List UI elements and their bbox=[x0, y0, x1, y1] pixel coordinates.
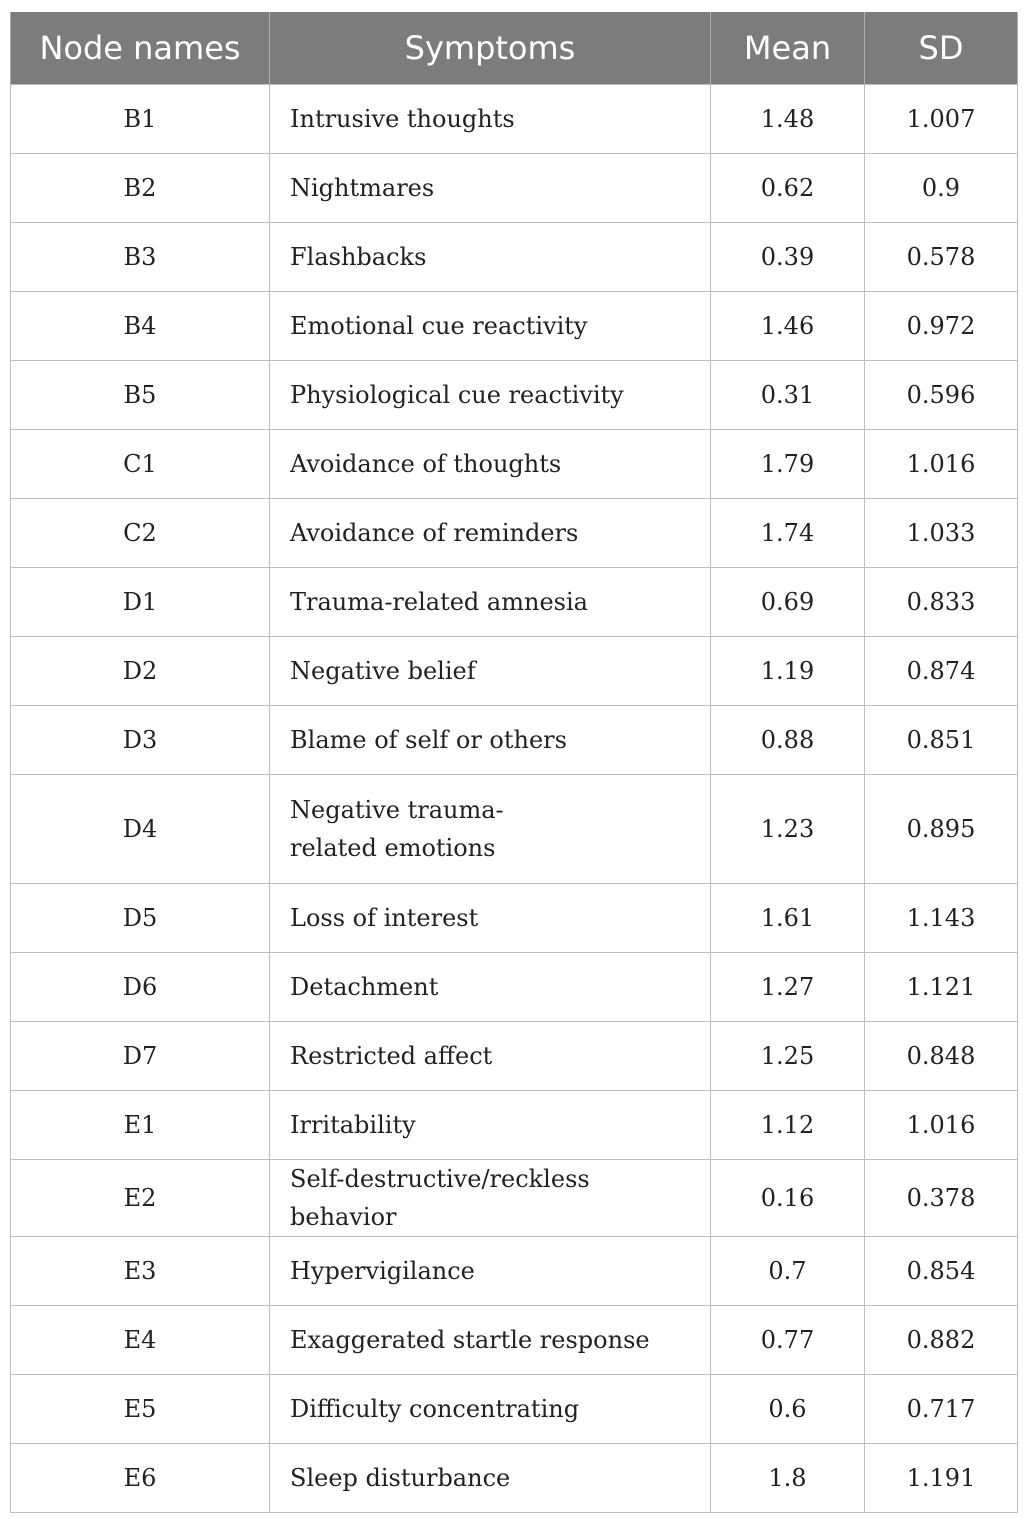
cell-sd: 0.833 bbox=[865, 568, 1018, 637]
cell-mean: 1.48 bbox=[711, 85, 865, 154]
table-row bbox=[11, 499, 1018, 568]
cell-symptom bbox=[270, 1237, 711, 1306]
cell-sd: 0.596 bbox=[865, 361, 1018, 430]
table-row bbox=[11, 1091, 1018, 1160]
cell-symptom bbox=[270, 1375, 711, 1444]
table-row bbox=[11, 884, 1018, 953]
cell-node-name: D6 bbox=[11, 953, 270, 1022]
cell-node-name: D4 bbox=[11, 775, 270, 884]
cell-sd: 0.874 bbox=[865, 637, 1018, 706]
table-row bbox=[11, 85, 1018, 154]
cell-symptom bbox=[270, 637, 711, 706]
cell-sd: 1.121 bbox=[865, 953, 1018, 1022]
cell-symptom bbox=[270, 85, 711, 154]
cell-mean: 1.61 bbox=[711, 884, 865, 953]
cell-mean: 1.46 bbox=[711, 292, 865, 361]
cell-node-name: E3 bbox=[11, 1237, 270, 1306]
cell-sd: 0.578 bbox=[865, 223, 1018, 292]
symptom-text: Avoidance of reminders bbox=[290, 519, 579, 547]
table-row bbox=[11, 637, 1018, 706]
cell-sd: 1.143 bbox=[865, 884, 1018, 953]
table-row bbox=[11, 1375, 1018, 1444]
cell-mean: 1.25 bbox=[711, 1022, 865, 1091]
cell-node-name: B1 bbox=[11, 85, 270, 154]
symptom-text: Detachment bbox=[290, 973, 439, 1001]
cell-mean: 1.23 bbox=[711, 775, 865, 884]
cell-symptom bbox=[270, 884, 711, 953]
cell-symptom bbox=[270, 499, 711, 568]
cell-sd: 1.007 bbox=[865, 85, 1018, 154]
cell-symptom bbox=[270, 1091, 711, 1160]
cell-symptom bbox=[270, 154, 711, 223]
cell-mean: 1.74 bbox=[711, 499, 865, 568]
cell-symptom bbox=[270, 706, 711, 775]
symptom-table bbox=[10, 12, 1018, 1513]
cell-sd: 0.848 bbox=[865, 1022, 1018, 1091]
cell-sd: 0.882 bbox=[865, 1306, 1018, 1375]
symptom-text: Irritability bbox=[290, 1111, 416, 1139]
cell-sd: 0.717 bbox=[865, 1375, 1018, 1444]
table-row bbox=[11, 1306, 1018, 1375]
table-row bbox=[11, 292, 1018, 361]
cell-symptom bbox=[270, 1444, 711, 1513]
symptom-text: Emotional cue reactivity bbox=[290, 312, 588, 340]
symptom-text: Hypervigilance bbox=[290, 1257, 475, 1285]
symptom-text: Intrusive thoughts bbox=[290, 105, 515, 133]
table-row bbox=[11, 953, 1018, 1022]
cell-node-name: B5 bbox=[11, 361, 270, 430]
table-row bbox=[11, 1237, 1018, 1306]
cell-sd: 0.9 bbox=[865, 154, 1018, 223]
cell-symptom bbox=[270, 292, 711, 361]
table-row bbox=[11, 361, 1018, 430]
table-row bbox=[11, 430, 1018, 499]
cell-node-name: D1 bbox=[11, 568, 270, 637]
cell-sd: 1.016 bbox=[865, 1091, 1018, 1160]
symptom-text: Physiological cue reactivity bbox=[290, 381, 624, 409]
symptom-text: Loss of interest bbox=[290, 904, 479, 932]
cell-node-name: E1 bbox=[11, 1091, 270, 1160]
cell-symptom bbox=[270, 1160, 711, 1237]
cell-mean: 0.31 bbox=[711, 361, 865, 430]
cell-mean: 0.88 bbox=[711, 706, 865, 775]
cell-mean: 0.7 bbox=[711, 1237, 865, 1306]
cell-node-name: D7 bbox=[11, 1022, 270, 1091]
cell-symptom bbox=[270, 568, 711, 637]
table-row bbox=[11, 154, 1018, 223]
cell-symptom bbox=[270, 430, 711, 499]
cell-mean: 0.6 bbox=[711, 1375, 865, 1444]
cell-node-name: E2 bbox=[11, 1160, 270, 1237]
symptom-text: Blame of self or others bbox=[290, 726, 567, 754]
cell-node-name: E5 bbox=[11, 1375, 270, 1444]
cell-mean: 0.16 bbox=[711, 1160, 865, 1237]
cell-symptom bbox=[270, 1022, 711, 1091]
cell-node-name: D3 bbox=[11, 706, 270, 775]
cell-mean: 0.62 bbox=[711, 154, 865, 223]
table-row bbox=[11, 706, 1018, 775]
table-row bbox=[11, 568, 1018, 637]
cell-node-name: B4 bbox=[11, 292, 270, 361]
cell-sd: 1.016 bbox=[865, 430, 1018, 499]
cell-sd: 0.378 bbox=[865, 1160, 1018, 1237]
cell-symptom bbox=[270, 775, 711, 884]
header-symptoms: Symptoms bbox=[270, 12, 711, 85]
symptom-text: Nightmares bbox=[290, 174, 435, 202]
cell-node-name: C1 bbox=[11, 430, 270, 499]
cell-sd: 0.854 bbox=[865, 1237, 1018, 1306]
symptom-text: Sleep disturbance bbox=[290, 1464, 511, 1492]
cell-sd: 1.033 bbox=[865, 499, 1018, 568]
cell-node-name: D5 bbox=[11, 884, 270, 953]
cell-mean: 0.39 bbox=[711, 223, 865, 292]
cell-mean: 1.19 bbox=[711, 637, 865, 706]
cell-symptom bbox=[270, 1306, 711, 1375]
symptom-text: Avoidance of thoughts bbox=[290, 450, 562, 478]
cell-mean: 0.77 bbox=[711, 1306, 865, 1375]
table-row bbox=[11, 1022, 1018, 1091]
cell-node-name: E4 bbox=[11, 1306, 270, 1375]
table-row bbox=[11, 223, 1018, 292]
symptom-text: Flashbacks bbox=[290, 243, 427, 271]
cell-node-name: C2 bbox=[11, 499, 270, 568]
symptom-text: Restricted affect bbox=[290, 1042, 493, 1070]
cell-sd: 0.851 bbox=[865, 706, 1018, 775]
table-container bbox=[10, 12, 1017, 1513]
cell-mean: 1.27 bbox=[711, 953, 865, 1022]
symptom-text: Difficulty concentrating bbox=[290, 1395, 580, 1423]
symptom-text: Exaggerated startle response bbox=[290, 1326, 650, 1354]
header-mean: Mean bbox=[711, 12, 865, 85]
symptom-text: Self-destructive/reckless behavior bbox=[290, 1165, 590, 1231]
cell-symptom bbox=[270, 953, 711, 1022]
cell-sd: 0.895 bbox=[865, 775, 1018, 884]
cell-sd: 0.972 bbox=[865, 292, 1018, 361]
cell-node-name: B2 bbox=[11, 154, 270, 223]
cell-sd: 1.191 bbox=[865, 1444, 1018, 1513]
cell-mean: 1.8 bbox=[711, 1444, 865, 1513]
cell-mean: 0.69 bbox=[711, 568, 865, 637]
table-row bbox=[11, 1160, 1018, 1237]
symptom-text: Negative belief bbox=[290, 657, 476, 685]
symptom-text: Trauma-related amnesia bbox=[290, 588, 588, 616]
table-row bbox=[11, 775, 1018, 884]
header-row bbox=[11, 12, 1018, 85]
table-row bbox=[11, 1444, 1018, 1513]
cell-symptom bbox=[270, 223, 711, 292]
cell-mean: 1.79 bbox=[711, 430, 865, 499]
header-sd: SD bbox=[865, 12, 1018, 85]
cell-node-name: B3 bbox=[11, 223, 270, 292]
cell-node-name: E6 bbox=[11, 1444, 270, 1513]
cell-mean: 1.12 bbox=[711, 1091, 865, 1160]
cell-node-name: D2 bbox=[11, 637, 270, 706]
cell-symptom bbox=[270, 361, 711, 430]
header-node-names: Node names bbox=[11, 12, 270, 85]
symptom-text: Negative trauma-related emotions bbox=[290, 796, 504, 862]
